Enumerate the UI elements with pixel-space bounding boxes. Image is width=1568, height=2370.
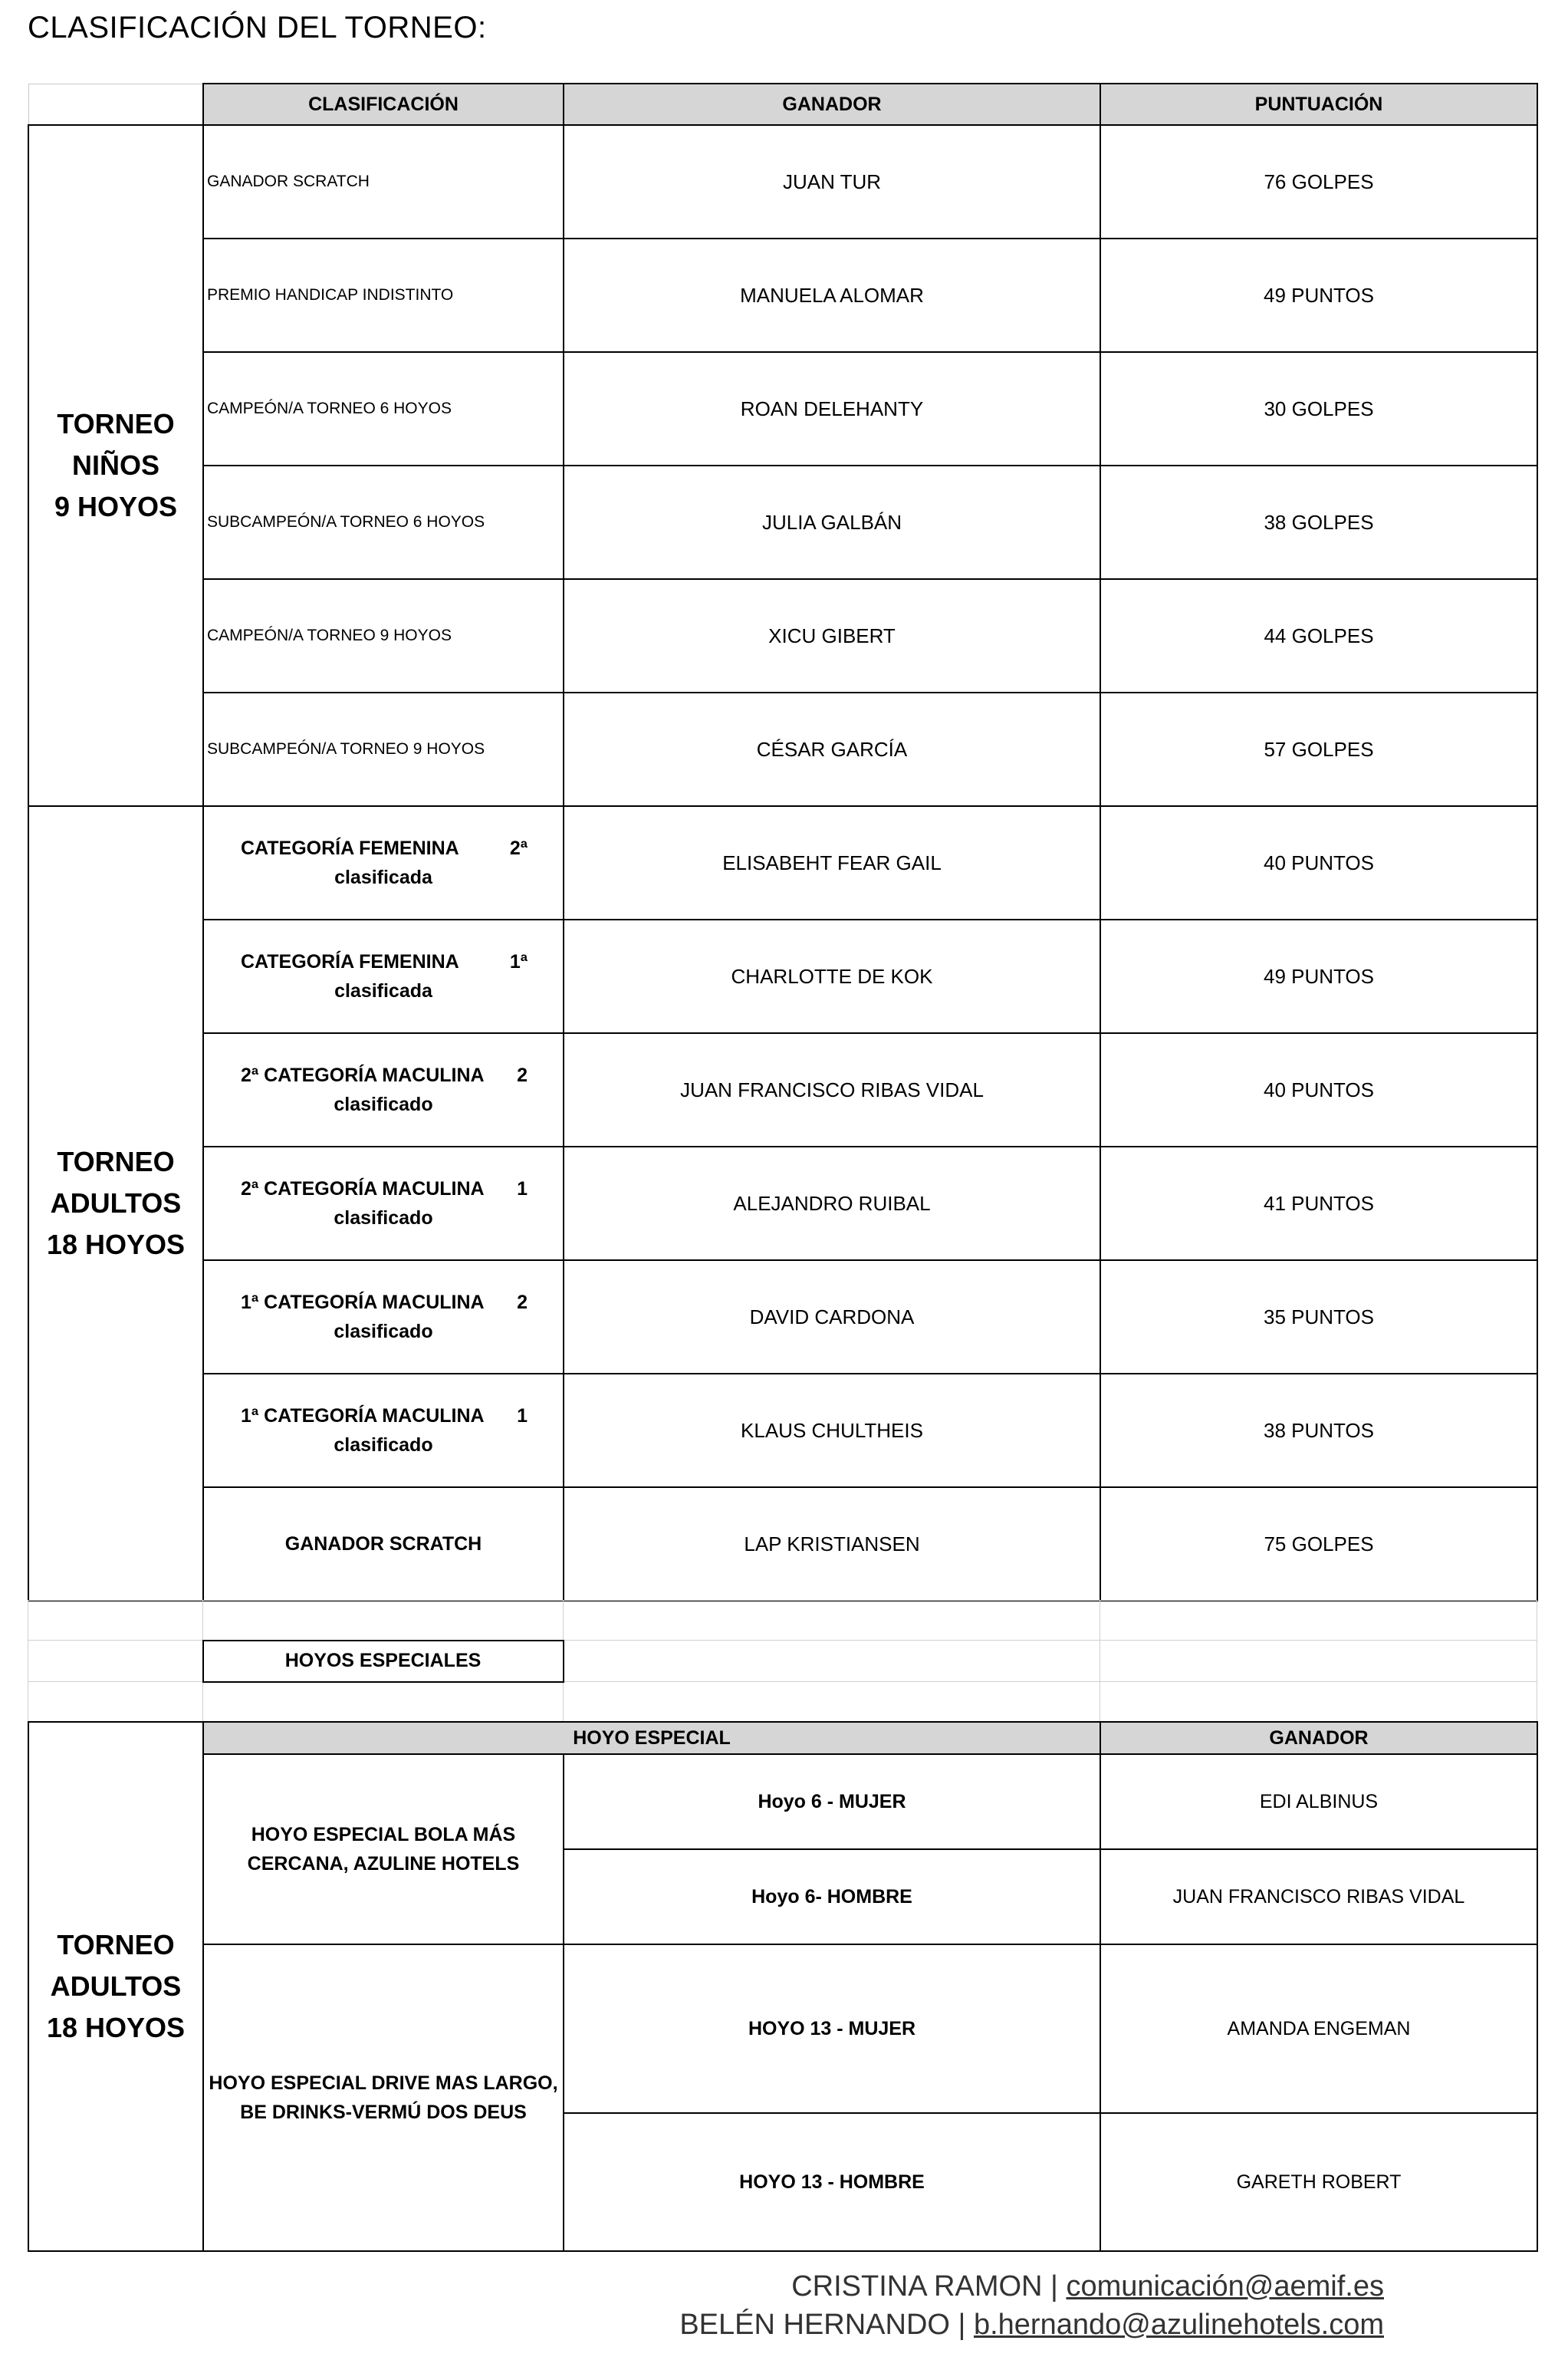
winner-cell: CÉSAR GARCÍA [564, 693, 1100, 806]
category-position: 2ª [509, 838, 528, 859]
classification-table [28, 83, 1538, 1601]
score-cell: 49 PUNTOS [1100, 920, 1537, 1033]
group-adultos-especiales [28, 1722, 203, 2251]
spacer-table [28, 1600, 1537, 1722]
spacer-row [28, 1641, 1537, 1682]
winner-cell: EDI ALBINUS [1100, 1754, 1537, 1849]
category-sub: clasificada [334, 867, 432, 888]
winner-cell: JUAN FRANCISCO RIBAS VIDAL [564, 1033, 1100, 1147]
header-hoyo-especial: HOYO ESPECIAL [203, 1722, 1100, 1754]
table-row [28, 1487, 1537, 1601]
table-row [28, 806, 1537, 920]
special-holes-table [28, 1721, 1538, 2252]
contact-name: CRISTINA RAMON [791, 2270, 1043, 2303]
category-position: 1 [517, 1178, 528, 1200]
score-cell: 49 PUNTOS [1100, 239, 1537, 352]
score-cell: 57 GOLPES [1100, 693, 1537, 806]
score-cell: 38 GOLPES [1100, 466, 1537, 579]
category-cell: CAMPEÓN/A TORNEO 6 HOYOS [203, 352, 564, 466]
category-position: 1ª [509, 951, 528, 973]
contact-separator: | [958, 2309, 966, 2341]
category-sub: clasificado [334, 1094, 433, 1115]
group-line: ADULTOS [50, 1187, 182, 1219]
page-title: CLASIFICACIÓN DEL TORNEO: [28, 11, 487, 44]
category-cell: SUBCAMPEÓN/A TORNEO 6 HOYOS [203, 466, 564, 579]
group-ninos [28, 125, 203, 806]
group-line: 18 HOYOS [46, 1229, 186, 1260]
category-cell [203, 920, 564, 1033]
spacer-row [28, 1682, 1537, 1722]
table-row [28, 125, 1537, 239]
category-cell: CAMPEÓN/A TORNEO 9 HOYOS [203, 579, 564, 693]
category-name: 1ª CATEGORÍA MACULINA [241, 1405, 485, 1427]
footer-contact [679, 2309, 1384, 2342]
category-name: 2ª CATEGORÍA MACULINA [241, 1065, 485, 1086]
score-cell: 38 PUNTOS [1100, 1374, 1537, 1487]
table-row [28, 466, 1537, 579]
winner-cell: LAP KRISTIANSEN [564, 1487, 1100, 1601]
group-line: NIÑOS [71, 449, 159, 481]
category-cell [203, 1374, 564, 1487]
category-sub: clasificado [334, 1434, 433, 1456]
contact-separator: | [1050, 2270, 1058, 2303]
table-row [28, 1147, 1537, 1260]
header-row [28, 1722, 1537, 1754]
category-cell: SUBCAMPEÓN/A TORNEO 9 HOYOS [203, 693, 564, 806]
special-prize-name: HOYO ESPECIAL BOLA MÁS CERCANA, AZULINE HOTELS [203, 1754, 564, 1944]
category-name: 1ª CATEGORÍA MACULINA [241, 1292, 485, 1313]
category-cell [203, 1033, 564, 1147]
category-cell [203, 1147, 564, 1260]
winner-cell: JUAN TUR [564, 125, 1100, 239]
group-line: TORNEO [57, 408, 175, 439]
category-cell: PREMIO HANDICAP INDISTINTO [203, 239, 564, 352]
contact-email-link[interactable]: comunicación@aemif.es [1066, 2270, 1384, 2303]
winner-cell: DAVID CARDONA [564, 1260, 1100, 1374]
table-row [28, 579, 1537, 693]
category-name: CATEGORÍA FEMENINA [241, 838, 459, 859]
header-empty-cell [28, 84, 203, 125]
winner-cell: JUAN FRANCISCO RIBAS VIDAL [1100, 1849, 1537, 1944]
winner-cell: ROAN DELEHANTY [564, 352, 1100, 466]
table-row [28, 1260, 1537, 1374]
category-name: 2ª CATEGORÍA MACULINA [241, 1178, 485, 1200]
category-cell [203, 1260, 564, 1374]
category-position: 2 [517, 1292, 528, 1313]
winner-cell: ALEJANDRO RUIBAL [564, 1147, 1100, 1260]
table-row [28, 1944, 1537, 2113]
score-cell: 44 GOLPES [1100, 579, 1537, 693]
winner-cell: ELISABEHT FEAR GAIL [564, 806, 1100, 920]
table-row [28, 352, 1537, 466]
table-row [28, 920, 1537, 1033]
winner-cell: JULIA GALBÁN [564, 466, 1100, 579]
winner-cell: MANUELA ALOMAR [564, 239, 1100, 352]
category-sub: clasificado [334, 1321, 433, 1342]
hole-cell: Hoyo 6 - MUJER [564, 1754, 1100, 1849]
category-cell: GANADOR SCRATCH [203, 1487, 564, 1601]
header-row [28, 84, 1537, 125]
category-cell [203, 806, 564, 920]
winner-cell: KLAUS CHULTHEIS [564, 1374, 1100, 1487]
score-cell: 76 GOLPES [1100, 125, 1537, 239]
score-cell: 75 GOLPES [1100, 1487, 1537, 1601]
category-position: 2 [517, 1065, 528, 1086]
score-cell: 30 GOLPES [1100, 352, 1537, 466]
group-line: ADULTOS [50, 1970, 182, 2002]
group-line: 9 HOYOS [54, 491, 178, 522]
contact-name: BELÉN HERNANDO [679, 2309, 950, 2341]
score-cell: 35 PUNTOS [1100, 1260, 1537, 1374]
hole-cell: Hoyo 6- HOMBRE [564, 1849, 1100, 1944]
category-position: 1 [517, 1405, 528, 1427]
category-cell: GANADOR SCRATCH [203, 125, 564, 239]
header-clasificacion: CLASIFICACIÓN [203, 84, 564, 125]
header-ganador: GANADOR [564, 84, 1100, 125]
score-cell: 41 PUNTOS [1100, 1147, 1537, 1260]
group-line: 18 HOYOS [46, 2012, 186, 2043]
table-row [28, 1033, 1537, 1147]
score-cell: 40 PUNTOS [1100, 806, 1537, 920]
table-row [28, 239, 1537, 352]
group-line: TORNEO [57, 1146, 175, 1177]
hole-cell: HOYO 13 - MUJER [564, 1944, 1100, 2113]
special-prize-name: HOYO ESPECIAL DRIVE MAS LARGO, BE DRINKS-VERMÚ DOS DEUS [203, 1944, 564, 2251]
category-sub: clasificado [334, 1207, 433, 1229]
contact-email-link[interactable]: b.hernando@azulinehotels.com [973, 2309, 1384, 2341]
winner-cell: CHARLOTTE DE KOK [564, 920, 1100, 1033]
group-adultos [28, 806, 203, 1601]
footer-contact [791, 2270, 1384, 2303]
winner-cell: AMANDA ENGEMAN [1100, 1944, 1537, 2113]
header-puntuacion: PUNTUACIÓN [1100, 84, 1537, 125]
category-name: CATEGORÍA FEMENINA [241, 951, 459, 973]
spacer-row [28, 1601, 1537, 1641]
hole-cell: HOYO 13 - HOMBRE [564, 2113, 1100, 2251]
header-ganador-especial: GANADOR [1100, 1722, 1537, 1754]
category-sub: clasificada [334, 980, 432, 1002]
winner-cell: GARETH ROBERT [1100, 2113, 1537, 2251]
table-row [28, 1374, 1537, 1487]
table-row [28, 693, 1537, 806]
group-line: TORNEO [57, 1929, 175, 1960]
hoyos-especiales-label: HOYOS ESPECIALES [203, 1641, 564, 1682]
table-row [28, 1754, 1537, 1849]
winner-cell: XICU GIBERT [564, 579, 1100, 693]
score-cell: 40 PUNTOS [1100, 1033, 1537, 1147]
